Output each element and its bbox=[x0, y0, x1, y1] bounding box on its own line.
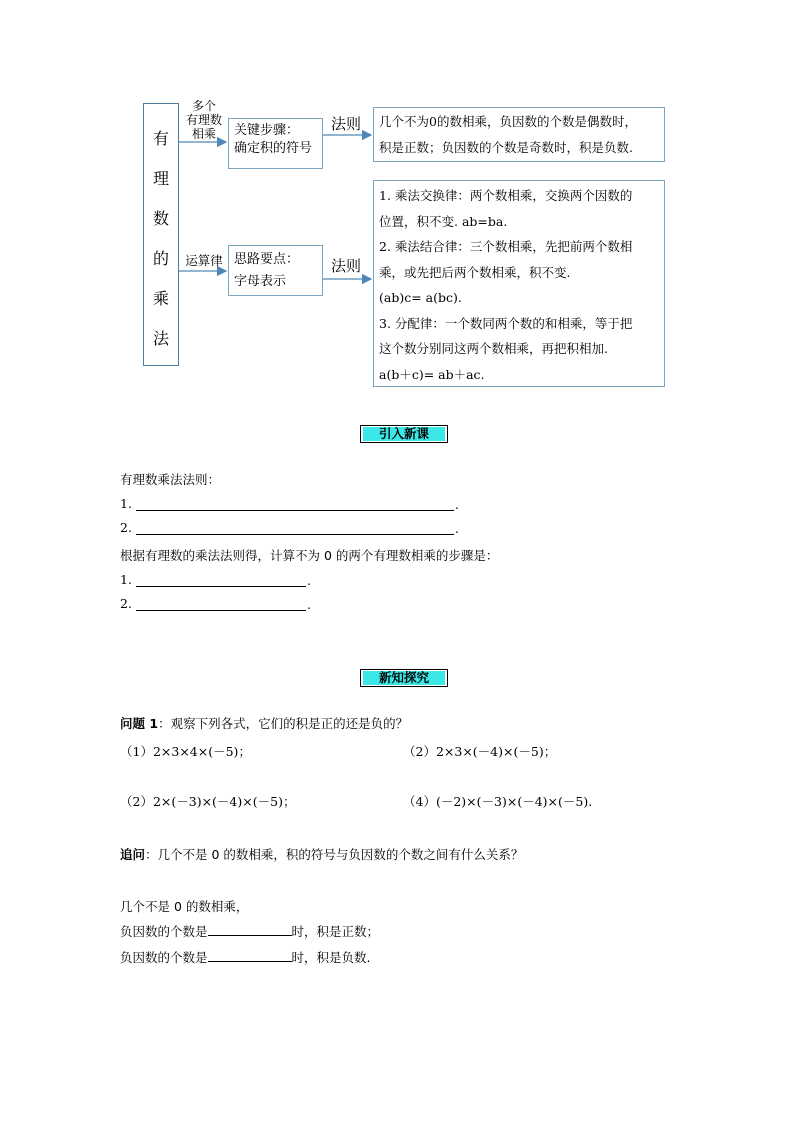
title-char: 的 bbox=[152, 249, 169, 268]
blank-line[interactable] bbox=[136, 610, 306, 611]
list-item-number: 1. bbox=[120, 496, 132, 511]
branch1-key-step-box: 关键步骤： 确定积的符号 bbox=[228, 118, 323, 169]
rule-question: 有理数乘法法则： bbox=[120, 472, 221, 487]
section-tag-explore: 新知探究 bbox=[360, 669, 448, 687]
title-char: 乘 bbox=[152, 289, 169, 308]
branch1-rule-box: 几个不为0的数相乘，负因数的个数是偶数时， 积是正数；负因数的个数是奇数时，积是负数. bbox=[373, 107, 665, 162]
follow-up-question: 追问：几个不是 0 的数相乘，积的符号与负因数的个数之间有什么关系？ bbox=[120, 847, 524, 862]
expression: （1）2×3×4×(－5)； bbox=[120, 744, 251, 759]
expression: （2）2×(－3)×(－4)×(－5)； bbox=[120, 794, 296, 809]
law-line: (ab)c= a(bc). bbox=[379, 290, 462, 305]
list-item-number: 2. bbox=[120, 520, 132, 535]
conclusion-line-even: 负因数的个数是 时，积是正数； bbox=[120, 924, 380, 939]
branch1-lead: 多个 有理数 相乘 bbox=[185, 99, 222, 141]
list-item-number: 2. bbox=[120, 596, 132, 611]
follow-label: 追问 bbox=[120, 847, 146, 862]
list-item-number: 1. bbox=[120, 572, 132, 587]
problem-label: 问题 1 bbox=[120, 716, 159, 731]
law-line: 乘，或先把后两个数相乘，积不变. bbox=[379, 264, 571, 280]
title-char: 法 bbox=[152, 329, 169, 348]
title-char: 数 bbox=[152, 209, 169, 228]
title-char: 有 bbox=[152, 129, 169, 148]
expression: （2）2×3×(－4)×(－5)； bbox=[403, 744, 557, 759]
law-line: 1. 乘法交换律：两个数相乘，交换两个因数的 bbox=[379, 188, 633, 203]
law-line: 位置，积不变. ab=ba. bbox=[379, 213, 508, 229]
branch1-rule-label: 法则 bbox=[331, 115, 362, 133]
blank-line[interactable] bbox=[208, 923, 292, 936]
conclusion-intro: 几个不是 0 的数相乘， bbox=[120, 899, 249, 914]
expression: （4）(－2)×(－3)×(－4)×(－5). bbox=[403, 794, 593, 809]
blank-line[interactable] bbox=[136, 586, 306, 587]
branch2-key-point-box: 思路要点： 字母表示 bbox=[228, 245, 323, 296]
blank-line[interactable] bbox=[208, 949, 292, 962]
problem-1: 问题 1：观察下列各式，它们的积是正的还是负的？ bbox=[120, 716, 409, 731]
law-line: 这个数分别同这两个数相乘，再把积相加. bbox=[379, 341, 608, 356]
steps-question: 根据有理数的乘法法则得，计算不为 0 的两个有理数相乘的步骤是： bbox=[120, 548, 499, 563]
law-line: 2. 乘法结合律：三个数相乘，先把前两个数相 bbox=[379, 239, 633, 254]
branch2-laws-box bbox=[373, 180, 665, 387]
branch2-rule-label: 法则 bbox=[331, 257, 362, 275]
title-char: 理 bbox=[152, 169, 169, 188]
law-line: a(b＋c)= ab＋ac. bbox=[379, 366, 485, 382]
section-tag-intro: 引入新课 bbox=[360, 425, 448, 443]
conclusion-line-odd: 负因数的个数是 时，积是负数. bbox=[120, 950, 371, 965]
branch2-lead: 运算律 bbox=[185, 253, 223, 268]
law-line: 3. 分配律：一个数同两个数的和相乘，等于把 bbox=[379, 315, 633, 331]
blank-line[interactable] bbox=[136, 534, 454, 535]
blank-line[interactable] bbox=[136, 510, 454, 511]
